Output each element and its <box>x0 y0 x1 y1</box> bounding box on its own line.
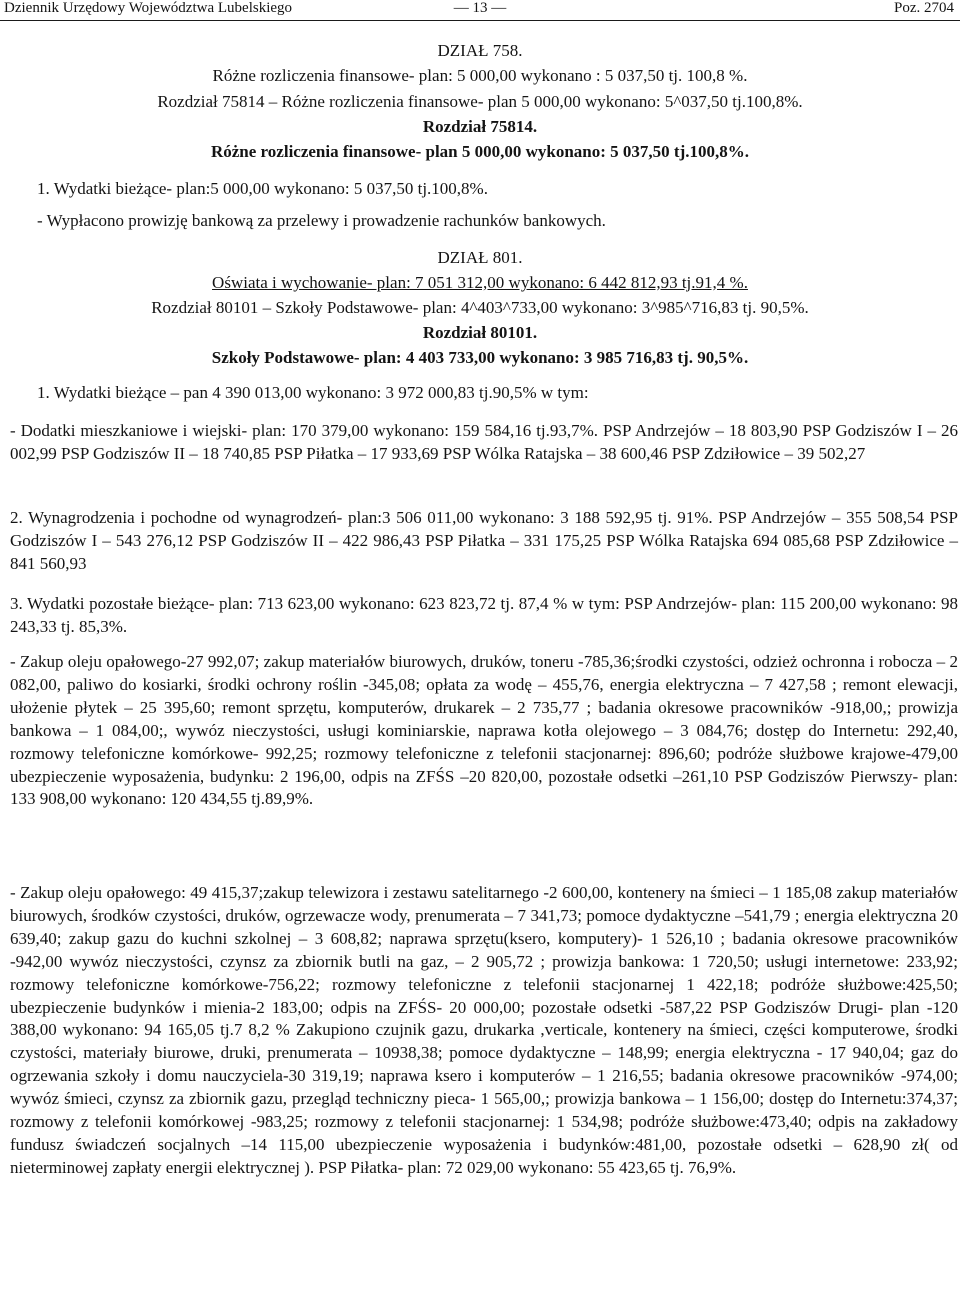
paragraph-wynagrodzenia: 2. Wynagrodzenia i pochodne od wynagrodzeń- plan:3 506 011,00 wykonano: 3 188 592,95 tj. 91%. PSP Andrzejów – 355 508,54 PSP Godziszów I – 543 276,12 PSP Godziszów II – 422 986,43 PSP Piłatka – 331 175,25 PSP Wólka Ratajska 694 085,68 PSP Zdziłowice – 841 560,93 <box>10 508 958 573</box>
journal-title: Dziennik Urzędowy Województwa Lubelskiego <box>4 0 293 16</box>
paragraph-dodatki: - Dodatki mieszkaniowe i wiejski- plan: 170 379,00 wykonano: 159 584,16 tj.93,7%. PSP Andrzejów – 18 803,90 PSP Godziszów I – 26 002,99 PSP Godziszów II – 18 740,85 PSP Piłatka – 17 933,69 PSP Wólka Ratajska – 38 600,46 PSP Zdziłowice – 39 502,27 <box>10 421 958 463</box>
rozdzial-80101-title: Rozdział 80101. <box>422 323 538 342</box>
rozdzial-80101-summary: Szkoły Podstawowe- plan: 4 403 733,00 wykonano: 3 985 716,83 tj. 90,5%. <box>211 348 749 367</box>
paragraph-wydatki-pozostale: 3. Wydatki pozostałe bieżące- plan: 713 623,00 wykonano: 623 823,72 tj. 87,4 % w tym: PSP Andrzejów- plan: 115 200,00 wykonano: 98 243,33 tj. 85,3%. <box>10 594 958 636</box>
position-number: Poz. 2704 <box>894 0 954 16</box>
paragraph-psp-andrzejow-expenses: - Zakup oleju opałowego-27 992,07; zakup materiałów biurowych, druków, toneru -785,36;środki czystości, odzież ochronna i robocza – 2 082,00, paliwo do kosiarki, środki ochrony roślin -345,08; opłata za wodę – 455,76, energia elektryczna – 7 427,58 ; remont elewacji, ułożenie płytek – 25 395,60; remont sprzętu, komputerów, drukarek – 2 735,77 ; badania okresowe pracowników -918,00,; prowizja bankowa – 1 084,00;, wywóz nieczystości, usługi kominiarskie, naprawa kotła olejowego – 3 084,76; dostęp do Internetu: 292,40, rozmowy telefoniczne komórkowe- 992,25; rozmowy telefoniczne z telefonii stacjonarnej: 896,60; podróże służbowe krajowe-479,00 ubezpieczenie wyposażenia, budynku: 2 196,00, odpis na ZFŚS –20 820,00, pozostałe odsetki –261,10 PSP Godziszów Pierwszy- plan: 133 908,00 wykonano: 120 434,55 tj.89,9%. <box>10 652 958 809</box>
section-801-rozdzial-line: Rozdział 80101 – Szkoły Podstawowe- plan: 4^403^733,00 wykonano: 3^985^716,83 tj. 90,5%. <box>151 298 809 317</box>
rozdzial-75814-item-1-detail: - Wypłacono prowizję bankową za przelewy i prowadzenie rachunków bankowych. <box>37 211 606 230</box>
page-header <box>0 0 960 21</box>
rozdzial-75814-title: Rozdział 75814. <box>422 117 538 136</box>
section-758-rozdzial-line: Rozdział 75814 – Różne rozliczenia finansowe- plan 5 000,00 wykonano: 5^037,50 tj.100,8%. <box>157 92 803 111</box>
section-758-title: DZIAŁ 758. <box>437 41 523 60</box>
section-801-summary: Oświata i wychowanie- plan: 7 051 312,00 wykonano: 6 442 812,93 tj.91,4 %. <box>212 273 748 292</box>
section-801-title: DZIAŁ 801. <box>437 248 523 267</box>
section-758-summary: Różne rozliczenia finansowe- plan: 5 000,00 wykonano : 5 037,50 tj. 100,8 %. <box>212 66 748 85</box>
rozdzial-75814-item-1: 1. Wydatki bieżące- plan:5 000,00 wykonano: 5 037,50 tj.100,8%. <box>37 179 488 198</box>
paragraph-psp-godziszow-expenses: - Zakup oleju opałowego: 49 415,37;zakup telewizora i zestawu satelitarnego -2 600,00, kontenery na śmieci – 1 185,08 zakup materiałów biurowych, środków czystości, druków, ogrzewacze wody, prenumerata – 7 341,73; pomoce dydaktyczne –541,79 ; energia elektryczna 20 639,40; zakup gazu do kuchni szkolnej – 3 608,82; naprawa sprzętu(ksero, komputery)- 1 526,10 ; badania okresowe pracowników -942,00 wywóz nieczystości, czynsz za zbiornik butli na gaz, – 2 905,72 ; prowizja bankowa: 1 720,50; usługi internetowe: 233,92; rozmowy telefoniczne komórkowe-756,22; rozmowy telefoniczne z telefonii stacjonarnej 1 422,18; podróże służbowe:425,50; ubezpieczenie budynków i mienia-2 183,00; odpis na ZFŚS- 20 000,00; pozostałe odsetki -587,22 PSP Godziszów Drugi- plan -120 388,00 wykonano: 94 165,05 tj.7 8,2 % Zakupiono czujnik gazu, drukarka ,verticale, kontenery na śmieci, części komputerowe, środki czystości, materiały biurowe, druki, prenumerata – 10938,38; pomoce dydaktyczne – 148,99; energia elektryczna - 17 940,04; gaz do ogrzewania szkoły i domu nauczyciela-30 319,19; naprawa ksero i komputerów – 1 216,55; badania okresowe pracowników -974,00; wywóz śmieci, czynsz za zbiornik gazu, przegląd techniczny pieca- 1 565,00,; prowizja bankowa – 1 156,00; dostęp do Internetu:374,37; rozmowy z telefonii komórkowej -983,25; rozmowy z telefonii stacjonarnej: 1 534,98; podróże służbowe:473,40; odpis na zakładowy fundusz świadczeń socjalnych –14 115,00 ubezpieczenie wyposażenia i budynków:481,00, pozostałe odsetki – 628,90 zł( od nieterminowej zapłaty energii elektrycznej ). PSP Piłatka- plan: 72 029,00 wykonano: 55 423,65 tj. 76,9%. <box>10 883 958 1177</box>
rozdzial-75814-summary: Różne rozliczenia finansowe- plan 5 000,00 wykonano: 5 037,50 tj.100,8%. <box>210 142 749 161</box>
page-number: — 13 — <box>453 0 507 16</box>
rozdzial-80101-item-1: 1. Wydatki bieżące – pan 4 390 013,00 wykonano: 3 972 000,83 tj.90,5% w tym: <box>37 383 589 402</box>
